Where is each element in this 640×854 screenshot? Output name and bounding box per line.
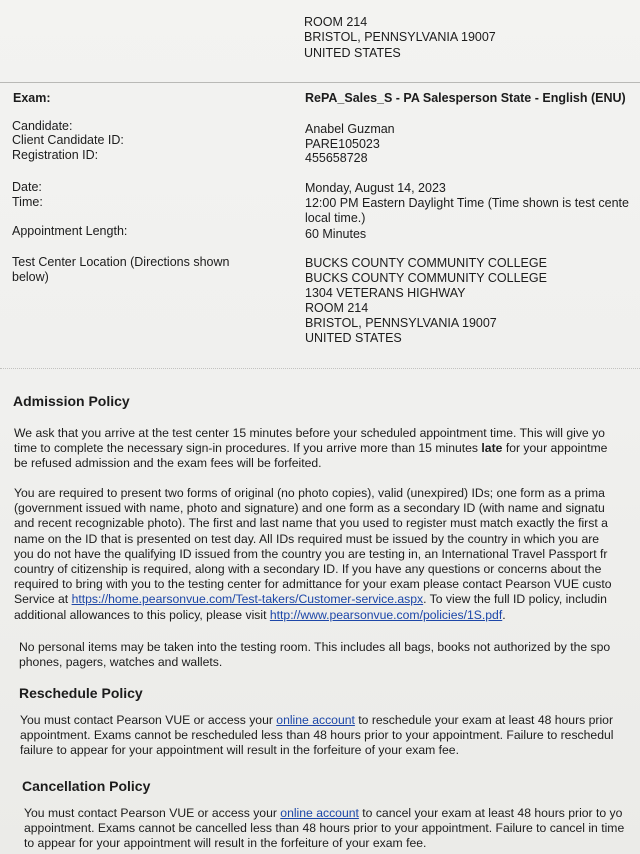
admission-p2-line: name on the ID that is presented on test day. All IDs required must be issued by the country in which you are — [14, 531, 600, 546]
admission-p2-line: required to bring with you to the testing center for admittance for your exam please contact Pearson VUE custo — [14, 577, 612, 592]
top-address-line-1: ROOM 214 — [304, 15, 368, 29]
top-address-line-2: BRISTOL, PENNSYLVANIA 19007 — [304, 30, 496, 44]
admission-paragraph-1 — [14, 426, 640, 472]
cancellation-policy-heading: Cancellation Policy — [22, 778, 151, 794]
client-candidate-id: PARE105023 — [305, 137, 380, 151]
appointment-length-value: 60 Minutes — [305, 227, 367, 241]
online-account-link[interactable]: online account — [280, 806, 359, 820]
registration-id-label: Registration ID: — [12, 148, 99, 162]
online-account-link[interactable]: online account — [276, 713, 355, 727]
admission-p2-line: additional allowances to this policy, please visit http://www.pearsonvue.com/policies/1S.pdf. — [14, 607, 506, 622]
date-value: Monday, August 14, 2023 — [305, 181, 446, 195]
location-line-2: BUCKS COUNTY COMMUNITY COLLEGE — [305, 271, 547, 285]
date-label: Date: — [12, 180, 42, 194]
id-policy-link[interactable]: http://www.pearsonvue.com/policies/1S.pdf — [269, 607, 503, 622]
location-line-3: 1304 VETERANS HIGHWAY — [305, 286, 466, 300]
section-divider — [0, 368, 640, 370]
reschedule-paragraph — [20, 713, 640, 759]
admission-policy-heading: Admission Policy — [13, 393, 130, 409]
admission-p2-line: country of citizenship is required, along with a secondary ID. If you have any questions or concerns about the — [14, 562, 602, 577]
location-line-6: UNITED STATES — [305, 331, 402, 345]
cancellation-line: appointment. Exams cannot be cancelled less than 48 hours prior to your appointment. Failure to cancel in time — [24, 821, 625, 836]
admission-p3-line: No personal items may be taken into the testing room. This includes all bags, books not authorized by the spo — [19, 640, 611, 654]
admission-p1-line-3: be refused admission and the exam fees will be forfeited. — [14, 456, 322, 471]
reschedule-line: You must contact Pearson VUE or access your online account to reschedule your exam at least 48 hours prior — [20, 713, 614, 727]
time-label: Time: — [12, 195, 43, 209]
appointment-length-label: Appointment Length: — [12, 224, 128, 238]
time-value-continued: local time.) — [305, 211, 366, 225]
admission-paragraph-3 — [19, 640, 640, 670]
admission-p1-line-1: We ask that you arrive at the test center 15 minutes before your scheduled appointment time. This will give yo — [14, 426, 605, 440]
reschedule-policy-heading: Reschedule Policy — [19, 685, 143, 701]
admission-p2-line: Service at https://home.pearsonvue.com/Test-takers/Customer-service.aspx. To view the full ID policy, includin — [14, 592, 607, 607]
location-line-1: BUCKS COUNTY COMMUNITY COLLEGE — [305, 256, 547, 270]
admission-p1-line-2: time to complete the necessary sign-in procedures. If you arrive more than 15 minutes late for your appointme — [14, 441, 608, 456]
test-center-label-line-1: Test Center Location (Directions shown — [12, 255, 230, 269]
time-value: 12:00 PM Eastern Daylight Time (Time shown is test cente — [305, 196, 629, 210]
cancellation-paragraph — [24, 806, 640, 852]
top-address-line-3: UNITED STATES — [304, 46, 401, 60]
candidate-label: Candidate: — [12, 119, 73, 133]
admission-paragraph-2 — [14, 486, 640, 623]
cancellation-line: to appear for your appointment will result in the forfeiture of your exam fee. — [24, 836, 427, 851]
admission-p2-line: you do not have the qualifying ID issued from the country you are testing in, an International Travel Passport fr — [14, 546, 608, 561]
reschedule-line: failure to appear for your appointment will result in the forfeiture of your exam fee. — [20, 743, 459, 758]
candidate-name: Anabel Guzman — [305, 122, 395, 136]
admission-p3-line: phones, pagers, watches and wallets. — [19, 655, 223, 670]
admission-p2-line: (government issued with name, photo and signature) and one form as a secondary ID (with name and signatu — [14, 501, 605, 516]
test-center-label-line-2: below) — [12, 270, 49, 284]
location-line-4: ROOM 214 — [305, 301, 369, 315]
customer-service-link[interactable]: https://home.pearsonvue.com/Test-takers/Customer-service.aspx — [71, 592, 424, 607]
client-candidate-id-label: Client Candidate ID: — [12, 133, 124, 147]
exam-label: Exam: — [13, 91, 51, 105]
reschedule-line: appointment. Exams cannot be rescheduled less than 48 hours prior to your appointment. Failure to reschedul — [20, 728, 614, 743]
divider — [0, 82, 640, 83]
admission-p2-line: You are required to present two forms of original (no photo copies), valid (unexpired) IDs; one form as a prima — [14, 486, 605, 500]
exam-value: RePA_Sales_S - PA Salesperson State - English (ENU) — [305, 91, 626, 105]
location-line-5: BRISTOL, PENNSYLVANIA 19007 — [305, 316, 497, 330]
registration-id: 455658728 — [305, 151, 368, 165]
cancellation-line: You must contact Pearson VUE or access your online account to cancel your exam at least 48 hours prior to yo — [24, 806, 623, 820]
admission-p2-line: and recent recognizable photo). The first and last name that you used to register must match exactly the first a — [14, 516, 608, 531]
